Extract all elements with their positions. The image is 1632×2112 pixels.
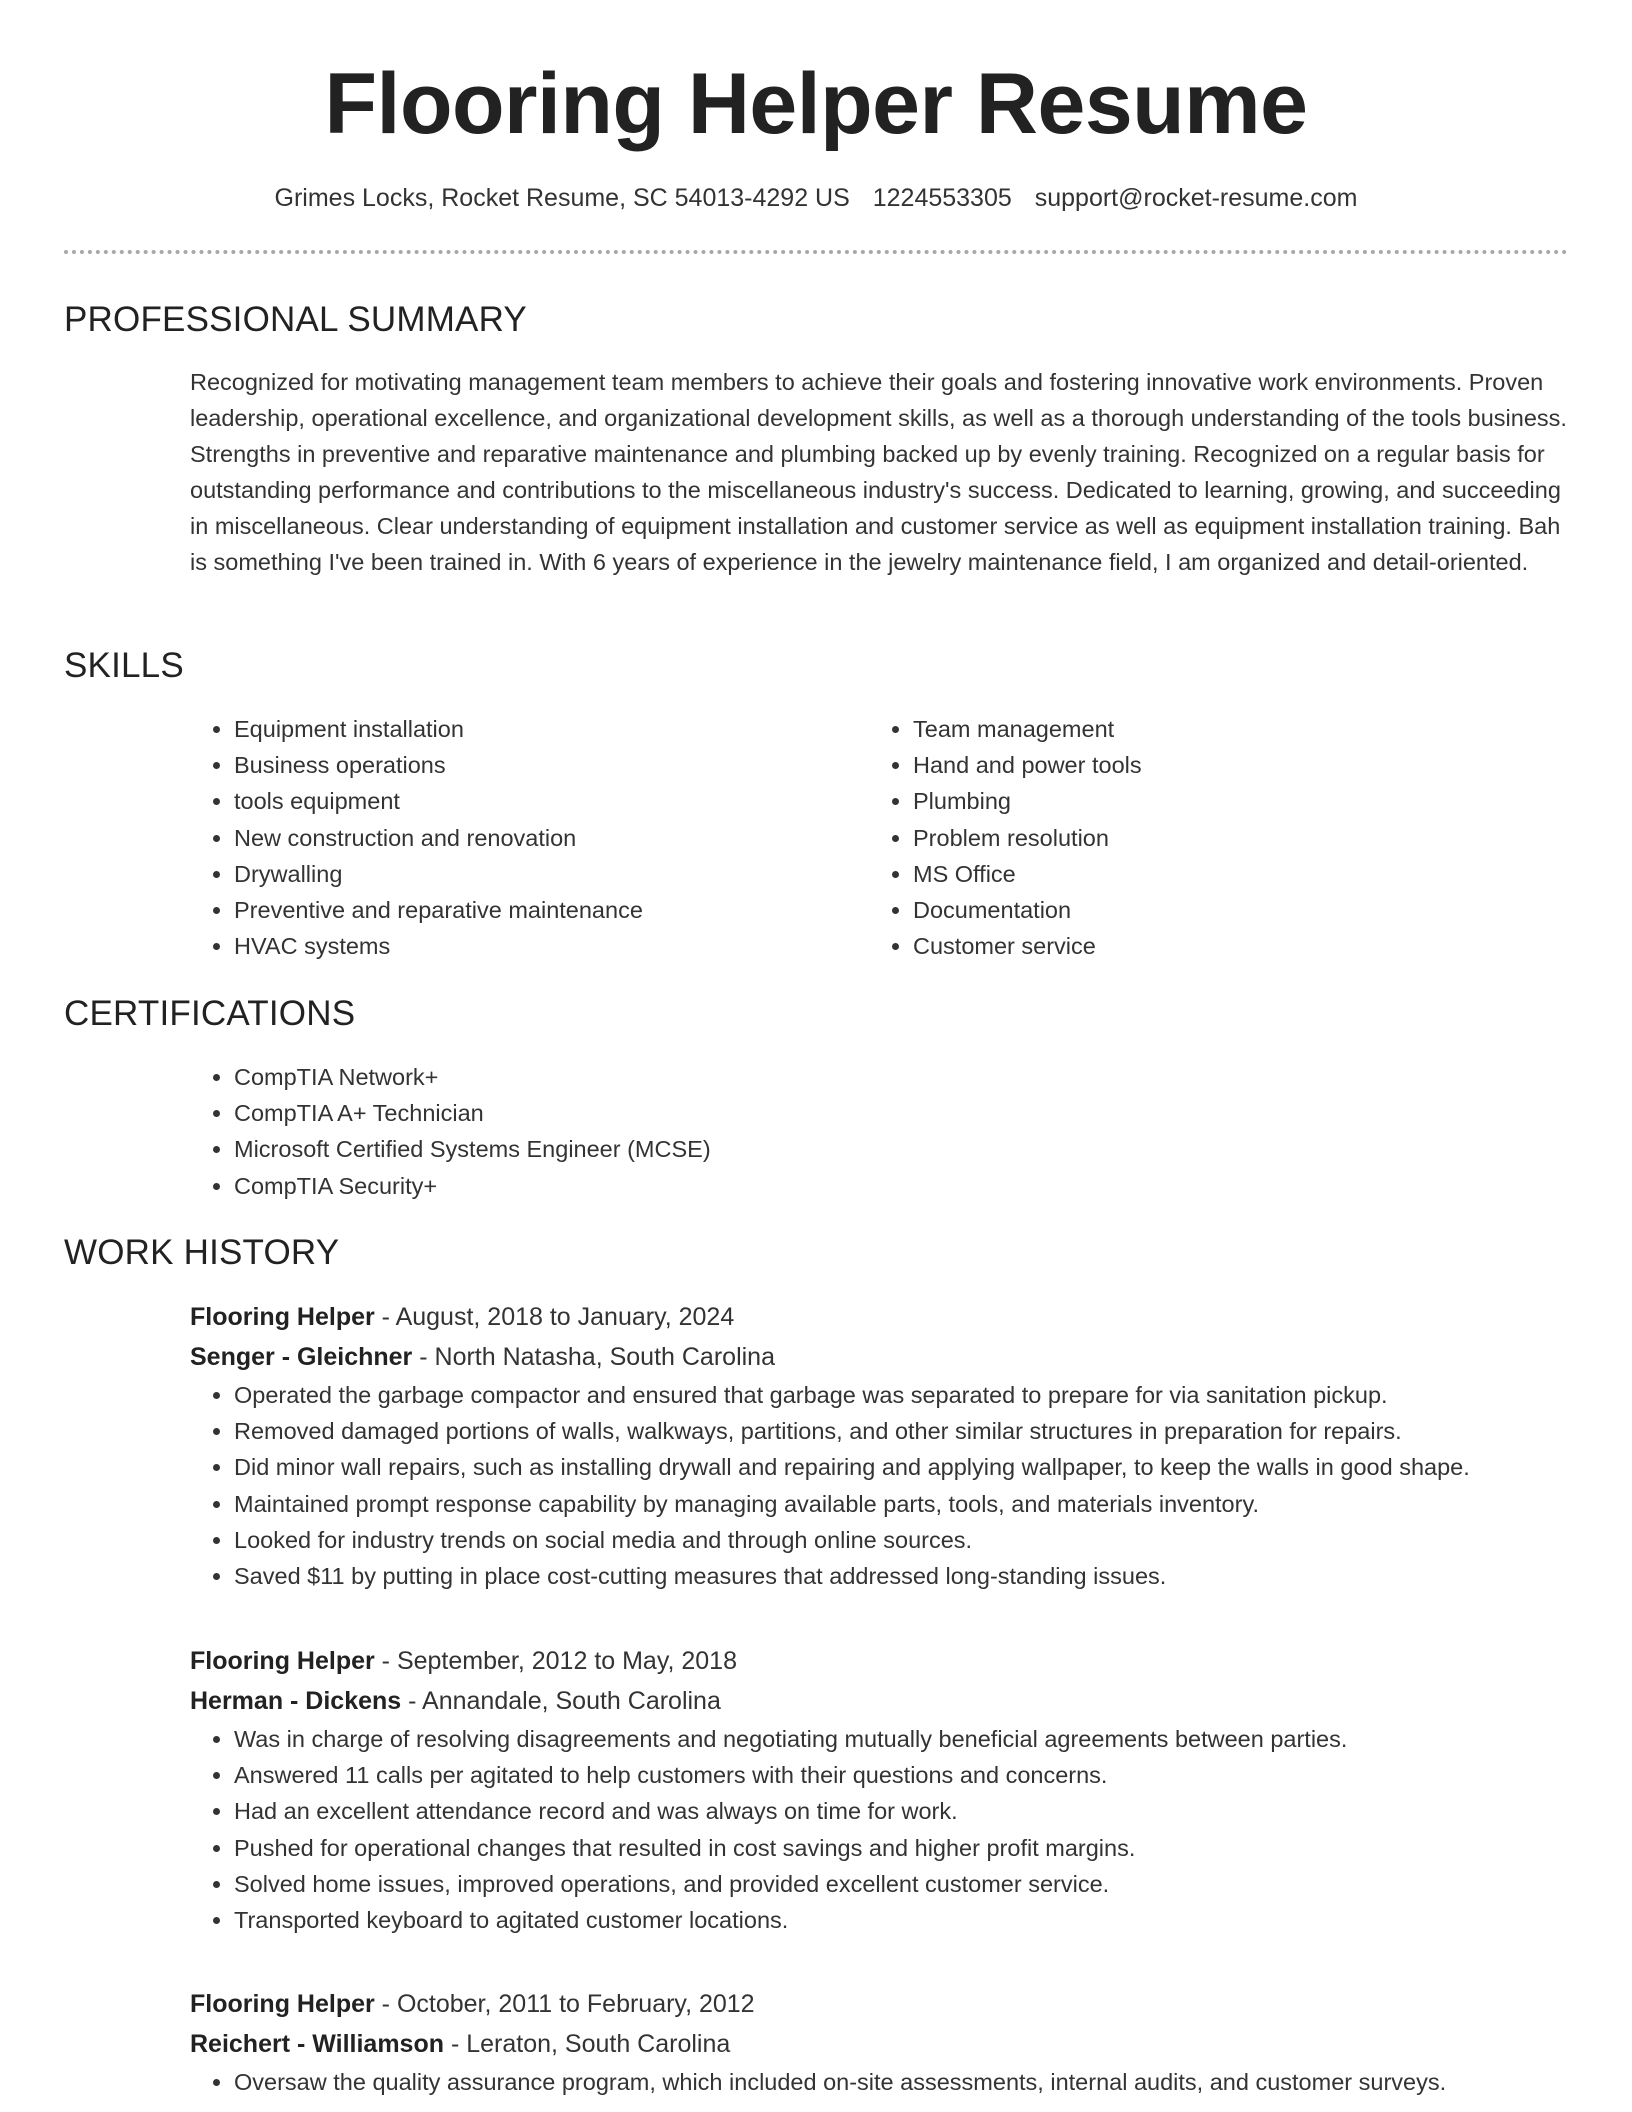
- certifications-body: [190, 1059, 1568, 1204]
- job-entry: [190, 1297, 1568, 1594]
- job-company-line: [190, 2024, 1568, 2064]
- skill-item: • Documentation: [913, 892, 1549, 928]
- summary-text: Recognized for motivating management team members to achieve their goals and fostering innovative work environments. Proven leadership, operational excellence, and organizational development skills, as well as a thorough understanding of the tools business. Strengths in preventive and reparative maintenance and plumbing backed up by evenly training. Recognized on a regular basis for outstanding performance and contributions to the miscellaneous industry's success. Dedicated to learning, growing, and succeeding in miscellaneous. Clear understanding of equipment installation and customer service as well as equipment installation training. Bah is something I've been trained in. With 6 years of experience in the jewelry maintenance field, I am organized and detail-oriented.: [190, 369, 1567, 575]
- skill-item: • Preventive and reparative maintenance: [234, 892, 870, 928]
- certifications-section: [64, 992, 1568, 1036]
- job-bullet: • Solved home issues, improved operations, and provided excellent customer service.: [234, 1866, 1568, 1902]
- skills-section: [64, 644, 1568, 688]
- job-title-line: [190, 1297, 1568, 1337]
- skills-list-right: [869, 711, 1549, 964]
- skills-list-left: [190, 711, 870, 964]
- job-bullet: • Did minor wall repairs, such as installing drywall and repairing and applying wallpaper, to keep the walls in good shape.: [234, 1449, 1568, 1485]
- contact-phone: 1224553305: [872, 184, 1012, 212]
- skill-item: • Team management: [913, 711, 1549, 747]
- certification-item: • CompTIA Security+: [234, 1168, 1568, 1204]
- job-bullet: • Pushed for operational changes that resulted in cost savings and higher profit margins.: [234, 1830, 1568, 1866]
- job-company: Senger - Gleichner: [190, 1343, 413, 1371]
- skills-column-right: [869, 711, 1549, 964]
- skills-heading: SKILLS: [64, 646, 184, 685]
- skill-item: • Drywalling: [234, 856, 870, 892]
- job-bullets: [190, 1377, 1568, 1594]
- job-company-line: [190, 1337, 1568, 1377]
- certification-item: • Microsoft Certified Systems Engineer (MCSE): [234, 1131, 1568, 1167]
- summary-section: [64, 298, 1568, 342]
- skill-item: • New construction and renovation: [234, 820, 870, 856]
- job-company-line: [190, 1681, 1568, 1721]
- skills-column-left: [190, 711, 870, 964]
- job-dates: - August, 2018 to January, 2024: [374, 1303, 735, 1331]
- contact-email: support@rocket-resume.com: [1034, 184, 1358, 212]
- certification-item: • CompTIA A+ Technician: [234, 1095, 1568, 1131]
- job-bullet: • Removed damaged portions of walls, walkways, partitions, and other similar structures in preparation for repairs.: [234, 1413, 1568, 1449]
- skill-item: • Problem resolution: [913, 820, 1549, 856]
- skill-item: • Equipment installation: [234, 711, 870, 747]
- skill-item: • HVAC systems: [234, 928, 870, 964]
- skill-item: • MS Office: [913, 856, 1549, 892]
- certification-item: • CompTIA Network+: [234, 1059, 1568, 1095]
- job-title: Flooring Helper: [190, 1647, 375, 1675]
- skill-item: • Hand and power tools: [913, 747, 1549, 783]
- job-company: Reichert - Williamson: [190, 2030, 444, 2058]
- job-location: - North Natasha, South Carolina: [412, 1343, 775, 1371]
- job-bullet: • Had an excellent attendance record and was always on time for work.: [234, 1793, 1568, 1829]
- skill-item: • Customer service: [913, 928, 1549, 964]
- job-location: - Annandale, South Carolina: [401, 1687, 721, 1715]
- certifications-list: [190, 1059, 1568, 1204]
- job-title: Flooring Helper: [190, 1990, 375, 2018]
- summary-body: [190, 364, 1568, 580]
- job-bullets: [190, 1721, 1568, 1938]
- job-dates: - September, 2012 to May, 2018: [374, 1647, 737, 1675]
- job-bullet: • Looked for industry trends on social media and through online sources.: [234, 1522, 1568, 1558]
- job-bullet: • Maintained prompt response capability by managing available parts, tools, and materials inventory.: [234, 1486, 1568, 1522]
- job-bullet: • Answered 11 calls per agitated to help customers with their questions and concerns.: [234, 1757, 1568, 1793]
- job-dates: - October, 2011 to February, 2012: [374, 1990, 755, 2018]
- skill-item: • Plumbing: [913, 783, 1549, 819]
- job-company: Herman - Dickens: [190, 1687, 402, 1715]
- job-location: - Leraton, South Carolina: [444, 2030, 731, 2058]
- job-bullet: • Oversaw the quality assurance program, which included on-site assessments, internal audits, and customer surveys.: [234, 2064, 1568, 2100]
- job-bullet: • Transported keyboard to agitated customer locations.: [234, 1902, 1568, 1938]
- summary-heading: PROFESSIONAL SUMMARY: [64, 300, 527, 339]
- work-section: [64, 1231, 1568, 1275]
- resume-title: Flooring Helper Resume: [324, 56, 1308, 152]
- job-bullet: • Operated the garbage compactor and ensured that garbage was separated to prepare for via sanitation pickup.: [234, 1377, 1568, 1413]
- skill-item: • Business operations: [234, 747, 870, 783]
- job-entry: [190, 1984, 1568, 2100]
- job-title-line: [190, 1984, 1568, 2024]
- job-title: Flooring Helper: [190, 1303, 375, 1331]
- certifications-heading: CERTIFICATIONS: [64, 994, 356, 1033]
- skills-columns: [190, 711, 1568, 971]
- job-title-line: [190, 1641, 1568, 1681]
- job-bullet: • Saved $11 by putting in place cost-cutting measures that addressed long-standing issues.: [234, 1558, 1568, 1594]
- contact-line: [0, 181, 1632, 215]
- skill-item: • tools equipment: [234, 783, 870, 819]
- job-entry: [190, 1641, 1568, 1938]
- work-heading: WORK HISTORY: [64, 1233, 340, 1272]
- job-bullets: [190, 2064, 1568, 2100]
- contact-address: Grimes Locks, Rocket Resume, SC 54013-4292 US: [274, 184, 850, 212]
- header-divider: [64, 250, 1568, 254]
- job-bullet: • Was in charge of resolving disagreements and negotiating mutually beneficial agreements between parties.: [234, 1721, 1568, 1757]
